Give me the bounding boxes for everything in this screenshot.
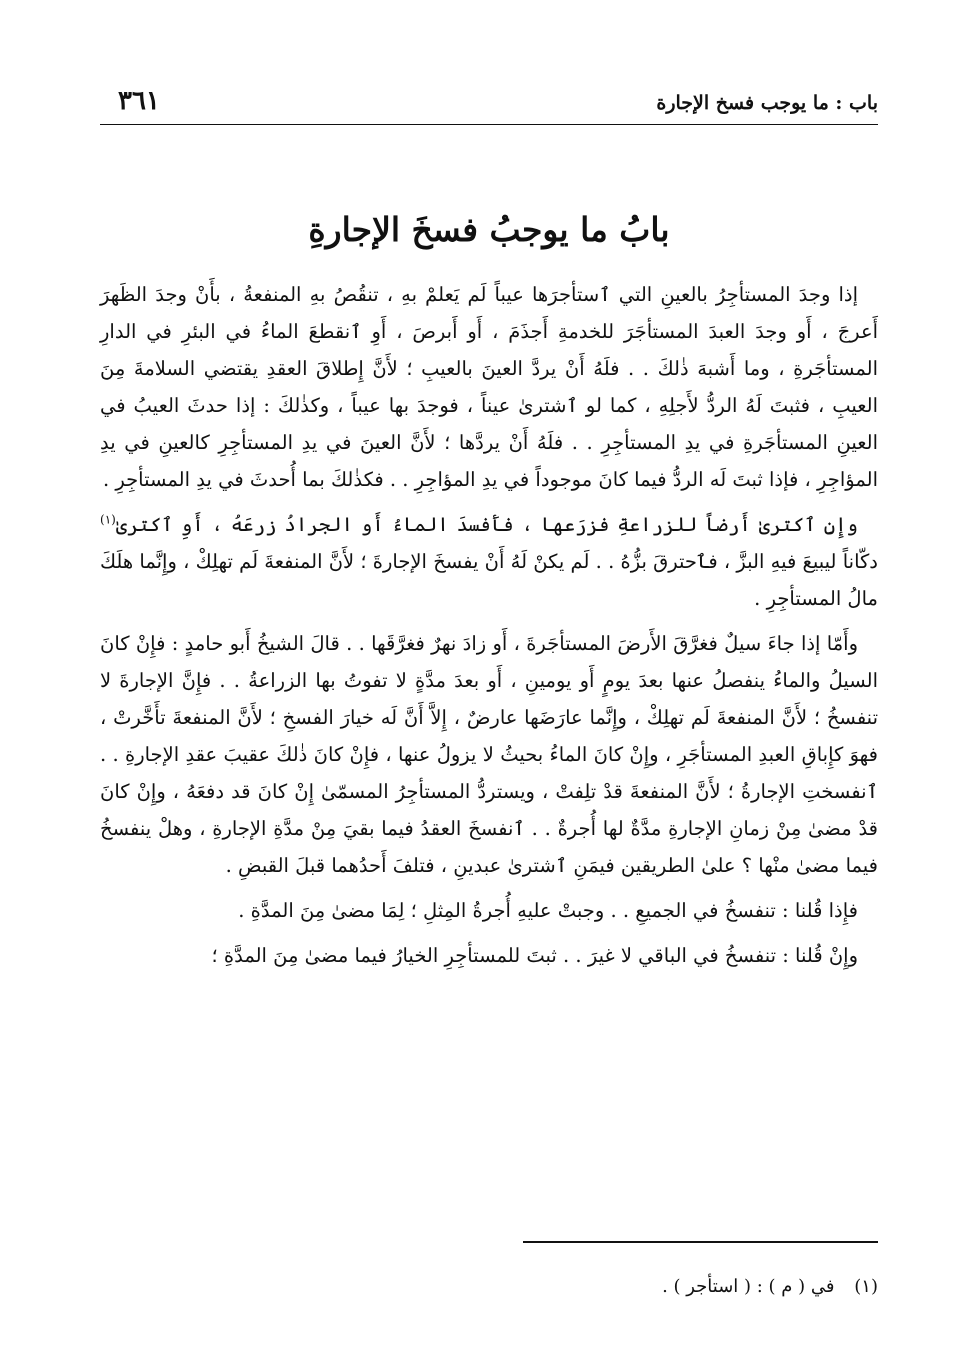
- paragraph: فإِذا قُلنا : تنفسخُ في الجميعِ . . وجبتْ عليهِ أُجرةُ المِثلِ ؛ لِمَا مضىٰ مِنَ المدَّةِ .: [238, 899, 858, 922]
- page-number: ٣٦١: [118, 86, 160, 116]
- paragraph: وأَمّا إذا جاءَ سيلٌ فغرَّقَ الأَرضَ المستأجَرةَ ، أَو زادَ نهرٌ فغرَّقَها . . قالَ الشيخُ أَبو حامدٍ : فإِنْ كانَ السيلُ والماءُ ينفصلُ عنها بعدَ يومٍ أَو يومينِ ، أَو بعدَ مدَّةٍ لا تفوتُ بها الزراعةُ . . فإِنَّ الإجارةَ لا تنفسخُ ؛ لأَنَّ المنفعةَ لَم تهلِكْ ، وإِنَّما عارَضَها عارضٌ ، إِلاَّ أَنَّ لَه خيارَ الفسخِ ؛ لأَنَّ المنفعةَ تأَخَّرتْ ، فهوَ كإِباقِ العبدِ المستأجَرِ ، وإِنْ كانَ الماءُ بحيثُ لا يزولُ عنها ، فإِنْ كانَ ذٰلكَ عقيبَ عقدِ الإجارةِ . . ٱنفسختِ الإجارةُ ؛ لأَنَّ المنفعةَ قدْ تلِفتْ ، ويستردُّ المستأجِرُ المسمّىٰ إِنْ كانَ قد دفعَهُ ، وإِنْ كانَ قدْ مضىٰ مِنْ زمانِ الإجارةِ مدَّةٌ لها أُجرةٌ . . ٱنفسخَ العقدُ فيما بقيَ مِنْ مدَّةِ الإجارةِ ، وهلْ ينفسخُ فيما مضىٰ منْها ؟ علىٰ الطريقين فيمَنِ ٱشترىٰ عبدينِ ، فتلفَ أَحدُهما قبلَ القبضِ .: [100, 632, 878, 877]
- paragraph: وإِنْ قُلنا : تنفسخُ في الباقي لا غيرَ . . ثبتَ للمستأجِرِ الخيارُ فيما مضىٰ مِنَ المدَّةِ ؛: [211, 944, 858, 967]
- paragraph-head: وإِنِ ٱكترىٰ أَرضاً للزراعةِ فزرَعها ، فأَفسدَ الماءُ أَو الجرادُ زرعَهُ ، أَوِ ٱكترىٰ: [115, 513, 858, 536]
- paragraph: إذا وجدَ المستأجِرُ بالعينِ التي ٱستأجرَها عيباً لَم يَعلمْ بهِ ، تنقُصُ بهِ المنفعةُ ، بأَنْ وجدَ الظَهرَ أَعرجَ ، أَو وجدَ العبدَ المستأجَرَ للخدمةِ أَجذَمَ ، أَو أَبرصَ ، أَوِ ٱنقطعَ الماءُ في البئرِ في الدارِ المستأجَرةِ ، وما أَشبهَ ذٰلكَ . . فلَهُ أَنْ يردَّ العينَ بالعيبِ ؛ لأَنَّ إِطلاقَ العقدِ يقتضي السلامةَ مِنَ العيبِ ، فثبتَ لَهُ الردُّ لأَجلِهِ ، كما لو ٱشترىٰ عيناً ، فوجدَ بها عيباً ، وكذٰلكَ : إذا حدثَ العيبُ في العينِ المستأجَرةِ في يدِ المستأجِرِ . . فلَهُ أَنْ يردَّها ؛ لأَنَّ العينَ في يدِ المستأجِرِ كالعينِ في يدِ المؤاجِرِ ، فإذا ثبتَ لَه الردُّ فيما كانَ موجوداً في يدِ المؤاجِرِ . . فكذٰلكَ بما أُحدثَ في يدِ المستأجِرِ .: [100, 283, 878, 491]
- footnote-text: في ( م ) : ( استأجر ) .: [662, 1276, 835, 1297]
- paragraph-tail: دكّاناً ليبيعَ فيهِ البزَّ ، فٱحترقَ بزُّهُ . . لَم يكنْ لَهُ أَنْ يفسخَ الإجارةَ ؛ لأَنَّ المنفعةَ لَم تهلِكْ ، وإِنَّما هلَكَ مالُ المستأجِرِ .: [100, 550, 878, 610]
- footnote-number: (١): [854, 1276, 878, 1297]
- footnote: [100, 1276, 878, 1297]
- chapter-title: بابُ ما يوجبُ فسخَ الإجارةِ: [308, 210, 670, 249]
- running-header: [100, 84, 878, 125]
- paragraph: [100, 506, 878, 617]
- footnote-reference[interactable]: (١): [100, 512, 116, 527]
- footnote-divider: [523, 1241, 878, 1243]
- main-text: [100, 276, 878, 982]
- running-title: باب : ما يوجب فسخ الإجارة: [656, 92, 878, 114]
